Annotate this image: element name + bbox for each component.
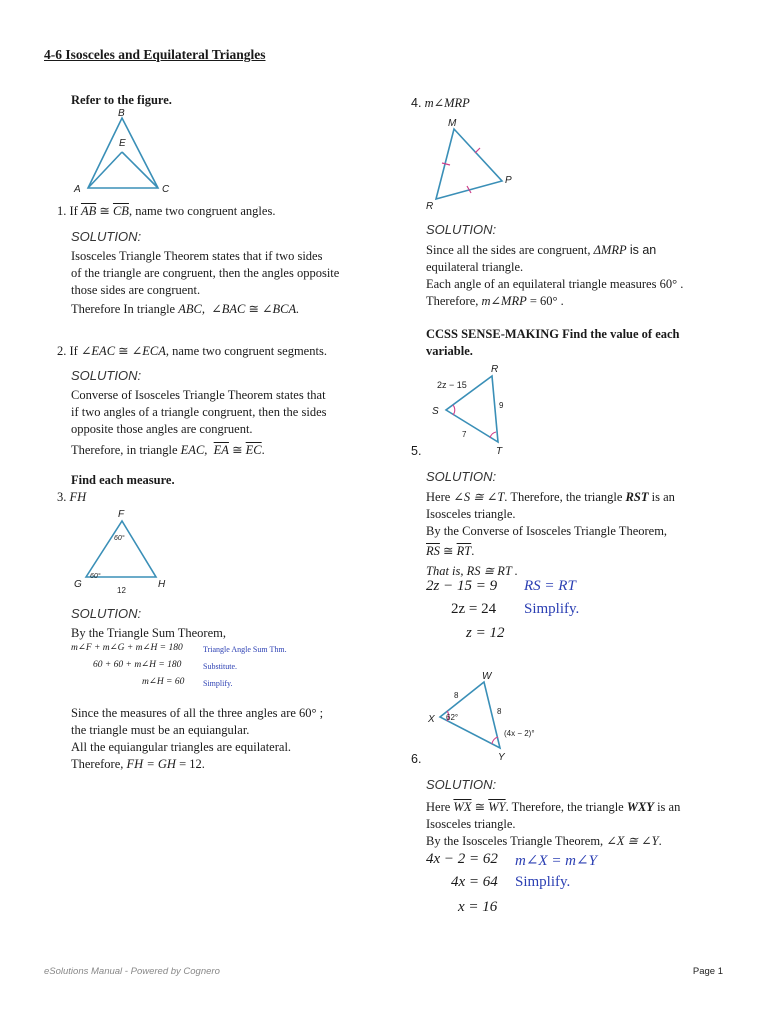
q6-line1-triangle: WXY xyxy=(626,800,654,814)
q2-number: 2. xyxy=(57,344,67,358)
label-p: P xyxy=(505,175,512,186)
q3-by-theorem: By the Triangle Sum Theorem, xyxy=(71,626,226,640)
q5-line1-math: ∠S ≅ ∠T xyxy=(453,490,505,504)
q6-line3-prefix: By the Isosceles Triangle Theorem, xyxy=(426,834,604,848)
q2-line3: opposite those angles are congruent. xyxy=(71,422,253,436)
q3-conclusion xyxy=(71,705,391,773)
q5-explanation xyxy=(426,489,746,580)
label-w: W xyxy=(482,671,492,682)
q5-eq2: 2z = 24 xyxy=(451,601,497,617)
page-title: 4-6 Isosceles and Equilateral Triangles xyxy=(44,47,266,62)
segment-ce xyxy=(122,152,158,188)
q5-solution-label: SOLUTION: xyxy=(426,469,497,484)
q2-solution-label: SOLUTION: xyxy=(71,368,142,383)
q6-line1-suffix: . Therefore, the triangle xyxy=(505,800,624,814)
q5-line1-end: is an xyxy=(651,490,675,504)
q5-line1-suffix: . Therefore, the triangle xyxy=(504,490,623,504)
q5-line2: Isosceles triangle. xyxy=(426,507,516,521)
q2-triangle: EAC, xyxy=(180,443,208,457)
q5-line4: $\overline{RS}$ ≅ $\overline{RT}$. xyxy=(426,544,475,558)
q2-period: . xyxy=(261,443,265,457)
q6-line3 xyxy=(426,833,746,850)
q5-line1 xyxy=(426,489,746,506)
q6-line1-end: is an xyxy=(657,800,681,814)
q4-line2: equilateral triangle. xyxy=(426,260,524,274)
q4-line1-suffix: is an xyxy=(629,243,657,257)
q6-eq1-note: m∠X = m∠Y xyxy=(515,853,597,869)
q3-label: FH xyxy=(69,490,87,504)
q1-number: 1. xyxy=(57,204,67,218)
question-4 xyxy=(411,95,470,111)
q1-line3: those sides are congruent. xyxy=(71,283,201,297)
q5-number: 5. xyxy=(411,444,422,458)
segment-ae xyxy=(88,152,122,188)
q1-seg1: $\overline{AB}$ xyxy=(80,204,97,218)
find-each-heading: Find each measure. xyxy=(71,473,175,487)
question-3 xyxy=(57,490,86,505)
label-x: X xyxy=(428,714,435,725)
q3-number: 3. xyxy=(57,490,67,504)
q1-cong-symbol: ≅ xyxy=(248,302,259,316)
q3-line4-math: FH = GH xyxy=(126,757,176,771)
label-e: E xyxy=(119,138,126,149)
q5-eq2-note: Simplify. xyxy=(524,601,580,617)
question-1 xyxy=(57,203,275,219)
page-number: Page 1 xyxy=(692,966,723,977)
q4-explanation xyxy=(426,242,746,310)
q6-line1: Here $\overline{WX}$ ≅ $\overline{WY}$. Therefore, the triangle WXY is an xyxy=(426,800,681,814)
q3-line1: Since the measures of all the three angles are 60° ; xyxy=(71,706,324,720)
figure-triangle-fgh xyxy=(70,505,180,597)
q2-line2: if two angles of a triangle congruent, then the sides xyxy=(71,405,327,419)
side-st-label: 7 xyxy=(462,430,467,439)
q4-label: m∠MRP xyxy=(424,96,470,110)
q2-angle2: ∠ECA xyxy=(131,344,166,358)
q5-eq1-note: RS = RT xyxy=(524,578,576,594)
q2-angle1: ∠EAC xyxy=(80,344,116,358)
angle-f-label: 60° xyxy=(114,535,125,542)
figure-triangle-abc xyxy=(70,106,180,198)
figure-triangle-wxy xyxy=(422,664,552,764)
q4-line3: Each angle of an equilateral triangle measures 60° . xyxy=(426,277,684,291)
q6-line1-prefix: Here xyxy=(426,800,451,814)
label-r5: R xyxy=(491,364,499,375)
q5-eq3: z = 12 xyxy=(466,625,505,641)
q2-cong: ≅ xyxy=(118,344,129,358)
label-h: H xyxy=(158,579,166,590)
side-rt-label: 9 xyxy=(499,401,504,410)
q4-number: 4. xyxy=(411,96,422,110)
q3-eq2-note: Substitute. xyxy=(203,662,238,671)
q1-line2: of the triangle are congruent, then the angles opposite xyxy=(71,266,340,280)
footer-credit: eSolutions Manual - Powered by Cognero xyxy=(44,966,220,977)
figure-triangle-mrp xyxy=(420,113,530,213)
q1-therefore-text: Therefore In triangle xyxy=(71,302,176,316)
side-rs-label: 2z − 15 xyxy=(437,380,467,390)
q2-seg1: $\overline{EA}$ xyxy=(213,443,229,457)
q5-line1-triangle: RST xyxy=(625,490,649,504)
q3-eq2: 60 + 60 + m∠H = 180 xyxy=(93,660,182,670)
q6-eq1: 4x − 2 = 62 xyxy=(426,851,498,867)
q4-line4-suffix: = 60° . xyxy=(529,294,564,308)
q3-eq1: m∠F + m∠G + m∠H = 180 xyxy=(71,643,183,653)
q1-line1: Isosceles Triangle Theorem states that if two sides xyxy=(71,249,323,263)
label-t5: T xyxy=(496,446,503,456)
label-s5: S xyxy=(432,406,439,417)
q3-line4-suffix: = 12. xyxy=(179,757,205,771)
q4-line4 xyxy=(426,293,746,310)
label-g: G xyxy=(74,579,82,590)
q1-cong: ≅ xyxy=(99,204,110,218)
q1-explanation xyxy=(71,248,381,299)
question-2 xyxy=(57,343,327,359)
q1-triangle: ABC, xyxy=(178,302,205,316)
q5-line5: That is, RS ≅ RT . xyxy=(426,564,518,578)
q2-therefore-text: Therefore, in triangle xyxy=(71,443,178,457)
side-wy-label: 8 xyxy=(497,707,502,716)
q1-seg2: $\overline{CB}$ xyxy=(112,204,129,218)
figure-triangle-rst xyxy=(420,358,530,456)
ccss-heading-line1: CCSS SENSE-MAKING Find the value of each xyxy=(426,327,680,341)
q3-line4-prefix: Therefore, xyxy=(71,757,124,771)
angle-x-label: 62° xyxy=(446,713,459,722)
q6-explanation xyxy=(426,799,746,850)
angle-y-label: (4x − 2)° xyxy=(504,729,535,738)
label-y: Y xyxy=(498,752,505,763)
q1-text-suffix: , name two congruent angles. xyxy=(128,204,276,218)
q2-seg2: $\overline{EC}$ xyxy=(245,443,262,457)
q6-eq2: 4x = 64 xyxy=(451,874,498,890)
label-r: R xyxy=(426,201,434,212)
label-f: F xyxy=(118,509,125,520)
q4-solution-label: SOLUTION: xyxy=(426,222,497,237)
q4-line1-prefix: Since all the sides are congruent, xyxy=(426,243,591,257)
q1-angle1: ∠BAC xyxy=(211,302,246,316)
q4-line1 xyxy=(426,242,746,259)
q3-solution-label: SOLUTION: xyxy=(71,606,142,621)
q2-therefore xyxy=(71,442,265,458)
ccss-heading-line2: variable. xyxy=(426,344,473,358)
q4-line1-math: ΔMRP xyxy=(593,243,627,257)
q2-explanation xyxy=(71,387,381,438)
q6-line3-end: . xyxy=(658,834,662,848)
q1-solution-label: SOLUTION: xyxy=(71,229,142,244)
q5-eq1: 2z − 15 = 9 xyxy=(426,578,498,594)
q6-eq3: x = 16 xyxy=(458,899,498,915)
q4-line4-prefix: Therefore, xyxy=(426,294,479,308)
q2-cong-symbol: ≅ xyxy=(232,443,243,457)
q5-seg2: $\overline{RT}$ xyxy=(456,544,472,558)
q1-text-prefix: If xyxy=(69,204,78,218)
q6-line3-math: ∠X ≅ ∠Y xyxy=(606,834,659,848)
q5-seg1: $\overline{RS}$ xyxy=(426,544,440,558)
q1-angle2: ∠BCA. xyxy=(262,302,300,316)
side-gh-label: 12 xyxy=(117,586,126,595)
q3-eq3-note: Simplify. xyxy=(203,679,233,688)
label-b: B xyxy=(118,108,125,119)
q3-line4 xyxy=(71,756,391,773)
q4-line4-math: m∠MRP xyxy=(481,294,527,308)
q6-line2: Isosceles triangle. xyxy=(426,817,516,831)
label-m: M xyxy=(448,118,457,129)
q2-text-suffix: , name two congruent segments. xyxy=(165,344,327,358)
q6-seg2: $\overline{WY}$ xyxy=(488,800,506,814)
q3-line2: the triangle must be an equiangular. xyxy=(71,723,250,737)
q6-solution-label: SOLUTION: xyxy=(426,777,497,792)
label-c: C xyxy=(162,184,170,195)
side-wx-label: 8 xyxy=(454,691,459,700)
q6-seg1: $\overline{WX}$ xyxy=(453,800,472,814)
q3-line3: All the equiangular triangles are equilateral. xyxy=(71,740,292,754)
triangle-fgh-outline xyxy=(86,521,156,577)
q5-line1-prefix: Here xyxy=(426,490,451,504)
refer-heading: Refer to the figure. xyxy=(71,93,172,107)
q1-therefore xyxy=(71,301,299,317)
q2-line1: Converse of Isosceles Triangle Theorem states that xyxy=(71,388,326,402)
q3-eq3: m∠H = 60 xyxy=(142,677,185,687)
angle-g-label: 60° xyxy=(90,573,101,580)
angle-s-mark xyxy=(453,405,455,415)
label-a: A xyxy=(74,184,81,195)
q6-eq2-note: Simplify. xyxy=(515,874,571,890)
q6-number: 6. xyxy=(411,752,422,766)
q5-line3: By the Converse of Isosceles Triangle Theorem, xyxy=(426,524,668,538)
q2-text-prefix: If xyxy=(69,344,78,358)
q3-eq1-note: Triangle Angle Sum Thm. xyxy=(203,645,287,654)
